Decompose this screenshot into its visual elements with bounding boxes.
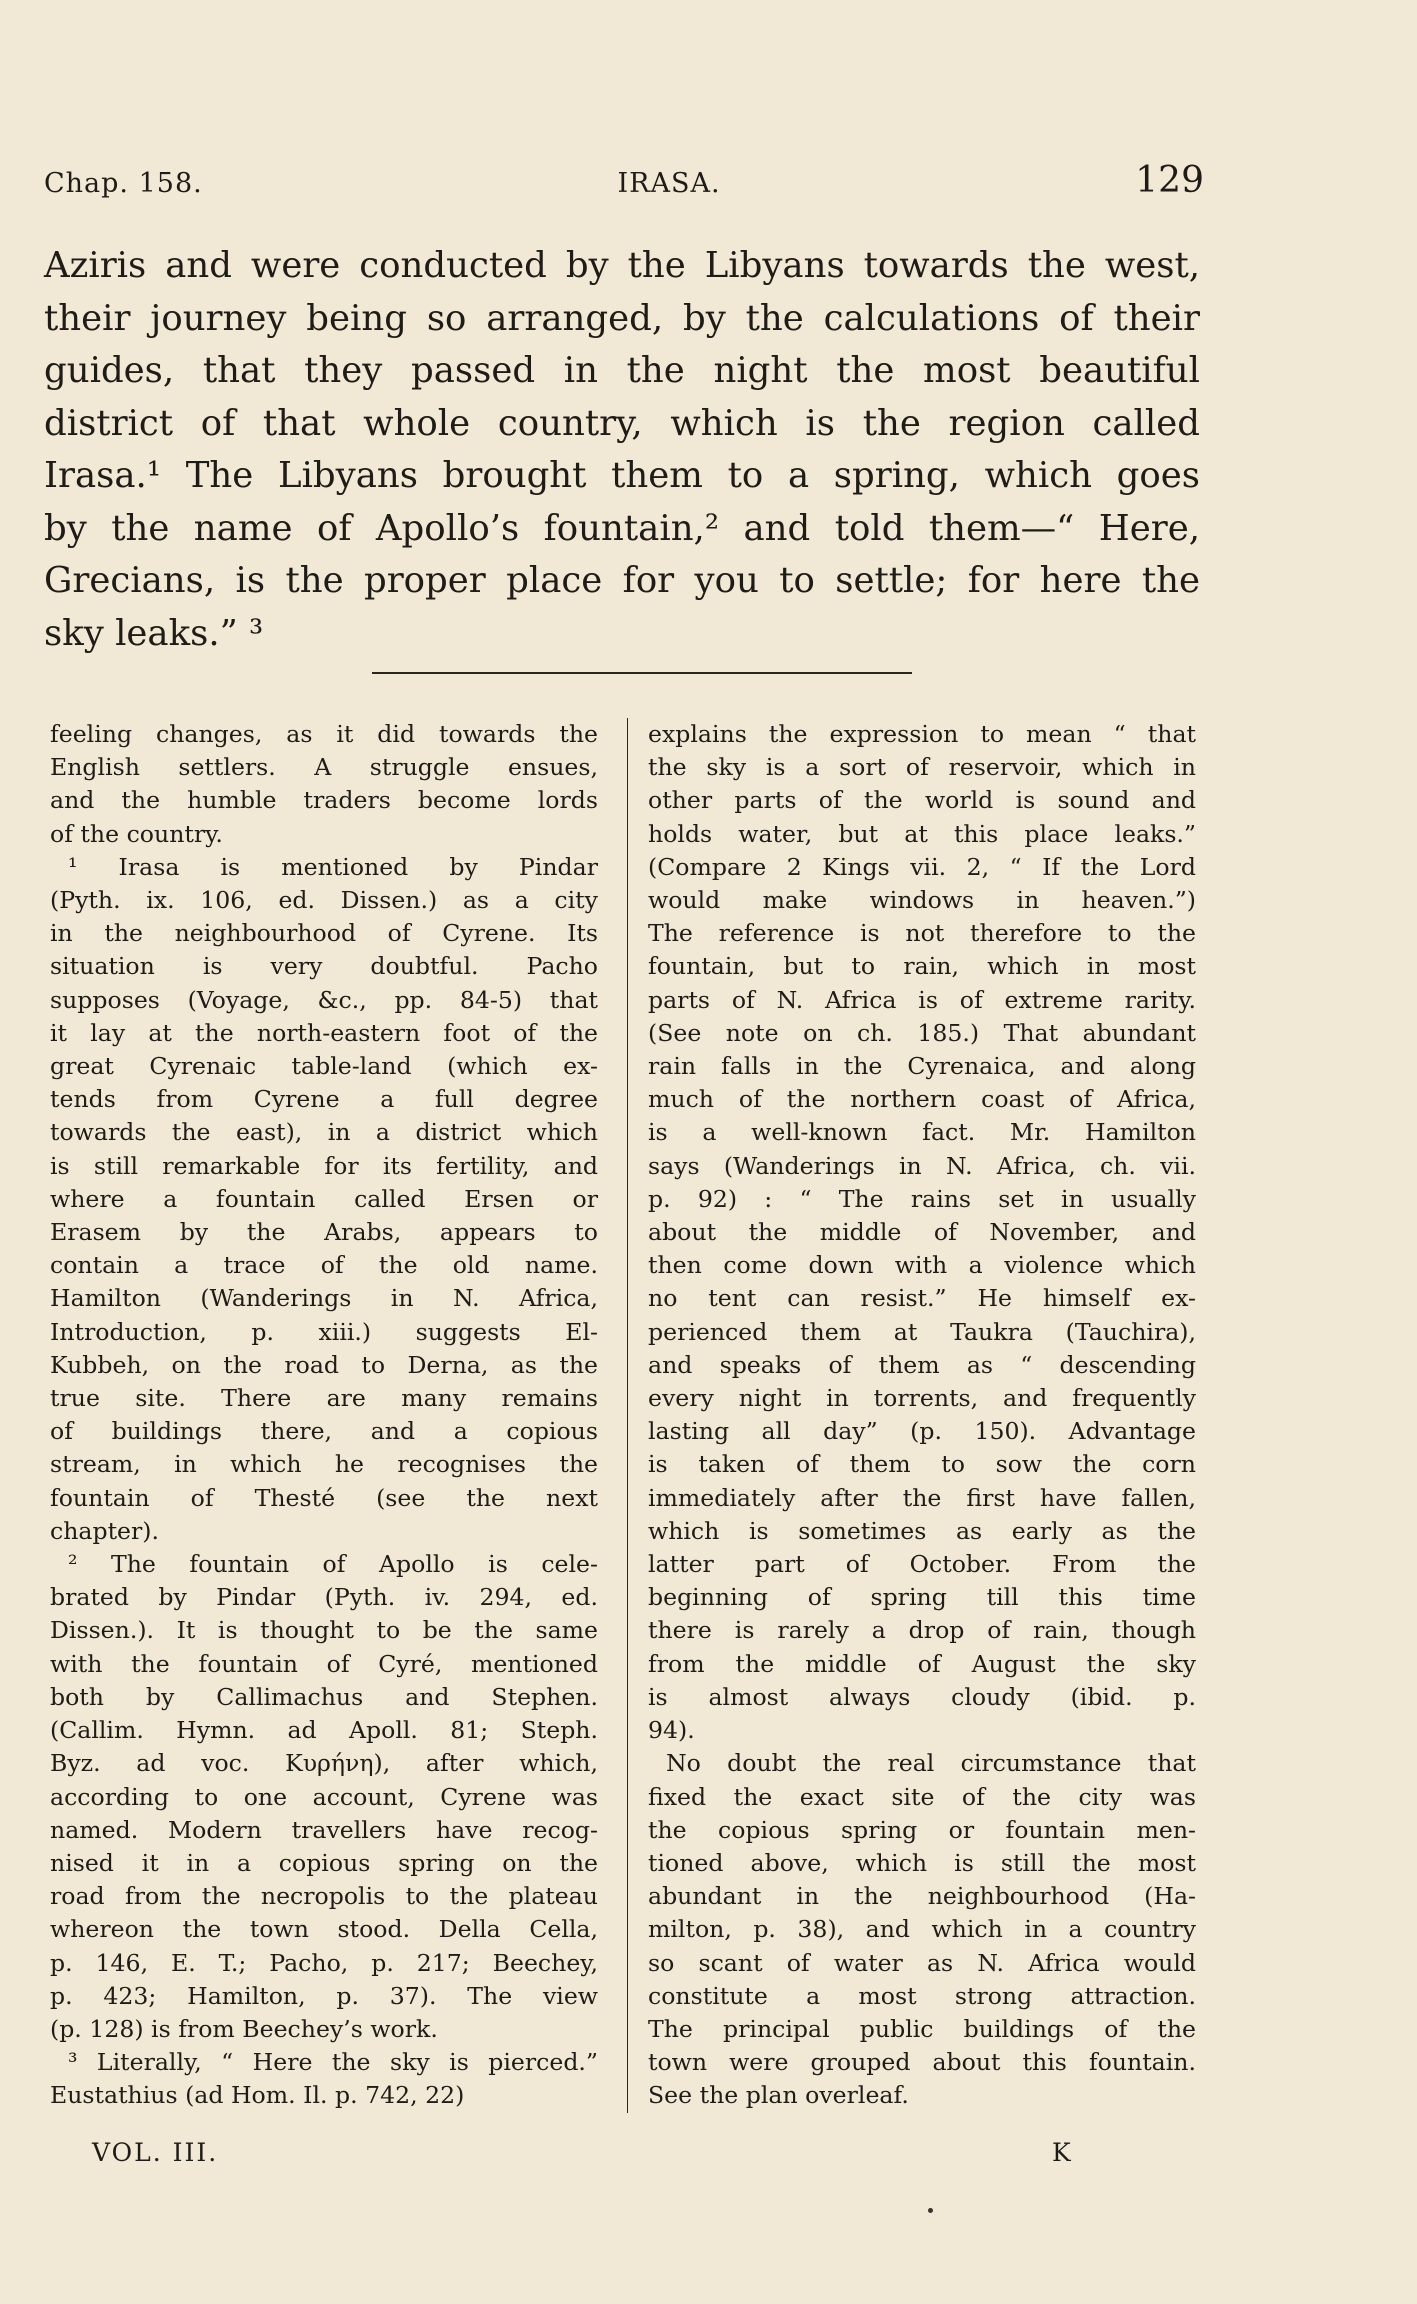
footnote-line: which is sometimes as early as the [648,1516,1196,1545]
footnote-line: then come down with a violence which [648,1251,1196,1280]
footnote-line: towards the east), in a district which [50,1118,598,1147]
footnotes-right-column [648,718,1196,2113]
main-text-line: sky leaks.” ³ [44,612,264,654]
footnotes-left-column [50,718,598,2113]
footnote-line: road from the necropolis to the plateau [50,1882,598,1911]
footnote-line: English settlers. A struggle ensues, [50,753,598,782]
footnote-line: named. Modern travellers have recog- [50,1815,598,1844]
footnote-line: is still remarkable for its fertility, and [50,1151,598,1180]
footnote-line: contain a trace of the old name. [50,1251,598,1280]
footnote-line: much of the northern coast of Africa, [648,1085,1196,1114]
footnote-line: nised it in a copious spring on the [50,1848,598,1877]
footnote-line: No doubt the real circumstance that [666,1749,1196,1778]
footnote-line: See the plan overleaf. [648,2081,909,2110]
footnote-line: no tent can resist.” He himself ex- [648,1284,1196,1313]
footnote-rule [372,672,912,674]
footnote-line: The principal public buildings of the [648,2014,1196,2043]
footnote-line: chapter). [50,1516,160,1545]
running-title: IRASA. [617,168,721,199]
footnote-line: tends from Cyrene a full degree [50,1085,598,1114]
footnote-line: is almost always cloudy (ibid. p. [648,1682,1196,1711]
footnote-line: ² The fountain of Apollo is cele- [68,1550,598,1579]
chapter-label: Chap. 158. [44,168,203,199]
footnote-line: p. 92) : “ The rains set in usually [648,1184,1196,1213]
main-text-line: by the name of Apollo’s fountain,² and told them—“ Here, [44,507,1200,549]
footnote-line: every night in torrents, and frequently [648,1384,1196,1413]
volume-signature: VOL. III. [92,2138,219,2167]
footnote-line: perienced them at Taukra (Tauchira), [648,1317,1196,1346]
footnote-line: 94). [648,1716,695,1745]
footnote-line: beginning of spring till this time [648,1583,1196,1612]
footnote-line: p. 423; Hamilton, p. 37). The view [50,1981,598,2010]
footnote-line: ³ Literally, “ Here the sky is pierced.” [68,2048,598,2077]
footnote-line: (p. 128) is from Beechey’s work. [50,2014,438,2043]
footnote-line: about the middle of November, and [648,1218,1196,1247]
footnote-line: so scant of water as N. Africa would [648,1948,1196,1977]
footnote-line: town were grouped about this fountain. [648,2048,1196,2077]
footnote-line: The reference is not therefore to the [648,919,1196,948]
footnote-line: is a well-known fact. Mr. Hamilton [648,1118,1196,1147]
footnote-line: according to one account, Cyrene was [50,1782,598,1811]
main-text-line: district of that whole country, which is the region called [44,402,1200,444]
footnote-line: Introduction, p. xiii.) suggests El- [50,1317,598,1346]
footnote-line: there is rarely a drop of rain, though [648,1616,1196,1645]
footnote-line: Dissen.). It is thought to be the same [50,1616,598,1645]
footnote-line: Kubbeh, on the road to Derna, as the [50,1350,598,1379]
footnote-line: (Compare 2 Kings vii. 2, “ If the Lord [648,852,1196,881]
main-text-line: Aziris and were conducted by the Libyans towards the west, [44,245,1200,286]
main-text-line: Grecians, is the proper place for you to settle; for here the [44,560,1200,601]
gathering-signature: K [1052,2138,1071,2167]
footnote-line: and speaks of them as “ descending [648,1350,1196,1379]
footnote-line: from the middle of August the sky [648,1649,1196,1678]
footnote-line: other parts of the world is sound and [648,786,1196,815]
footnote-line: situation is very doubtful. Pacho [50,952,598,981]
footnote-line: fountain, but to rain, which in most [648,952,1196,981]
footnote-line: in the neighbourhood of Cyrene. Its [50,919,598,948]
footnote-line: abundant in the neighbourhood (Ha- [648,1882,1196,1911]
footnote-line: it lay at the north-eastern foot of the [50,1018,598,1047]
footnote-line: with the fountain of Cyré, mentioned [50,1649,598,1678]
footnote-line: constitute a most strong attraction. [648,1981,1196,2010]
footnote-line: feeling changes, as it did towards the [50,720,598,748]
main-text-line: Irasa.¹ The Libyans brought them to a spring, which goes [44,455,1200,496]
footnote-line: rain falls in the Cyrenaica, and along [648,1052,1196,1081]
footnote-line: Eustathius (ad Hom. Il. p. 742, 22) [50,2081,465,2110]
footnote-line: tioned above, which is still the most [648,1848,1196,1877]
footnote-line: milton, p. 38), and which in a country [648,1915,1196,1944]
running-head [44,160,1204,201]
footnote-line: great Cyrenaic table-land (which ex- [50,1052,598,1081]
footnote-line: is taken of them to sow the corn [648,1450,1196,1479]
main-text [44,240,1200,660]
column-divider [627,718,628,2113]
footnote-line: parts of N. Africa is of extreme rarity. [648,985,1196,1014]
footnote-line: Hamilton (Wanderings in N. Africa, [50,1284,598,1313]
footnote-line: true site. There are many remains [50,1384,598,1413]
footnote-line: p. 146, E. T.; Pacho, p. 217; Beechey, [50,1948,598,1977]
footnote-line: would make windows in heaven.”) [648,886,1196,915]
ink-speck [928,2208,933,2213]
footnote-line: fountain of Thesté (see the next [50,1483,598,1512]
page-number: 129 [1135,160,1204,201]
footnote-line: (Callim. Hymn. ad Apoll. 81; Steph. [50,1716,598,1745]
footnote-line: brated by Pindar (Pyth. iv. 294, ed. [50,1583,598,1612]
footnote-line: ¹ Irasa is mentioned by Pindar [68,852,598,881]
footnote-line: supposes (Voyage, &c., pp. 84-5) that [50,985,598,1014]
footnote-line: Byz. ad voc. Κυρήνη), after which, [50,1749,598,1778]
footnote-line: holds water, but at this place leaks.” [648,819,1196,848]
footnote-line: (See note on ch. 185.) That abundant [648,1018,1196,1047]
footnote-line: Erasem by the Arabs, appears to [50,1218,598,1247]
main-text-line: guides, that they passed in the night the most beautiful [44,350,1200,391]
footnote-line: immediately after the first have fallen, [648,1483,1196,1512]
footnote-line: both by Callimachus and Stephen. [50,1682,598,1711]
footnote-line: the copious spring or fountain men- [648,1815,1196,1844]
footnote-line: of buildings there, and a copious [50,1417,598,1446]
footnote-line: the sky is a sort of reservoir, which in [648,753,1196,782]
footnote-line: explains the expression to mean “ that [648,720,1196,748]
footnote-line: fixed the exact site of the city was [648,1782,1196,1811]
footnote-line: stream, in which he recognises the [50,1450,598,1479]
main-text-line: their journey being so arranged, by the calculations of their [44,297,1200,339]
footnote-line: where a fountain called Ersen or [50,1184,598,1213]
footnote-line: lasting all day” (p. 150). Advantage [648,1417,1196,1446]
footnote-line: latter part of October. From the [648,1550,1196,1579]
footnote-line: (Pyth. ix. 106, ed. Dissen.) as a city [50,886,598,915]
footnote-line: whereon the town stood. Della Cella, [50,1915,598,1944]
footnote-line: says (Wanderings in N. Africa, ch. vii. [648,1151,1196,1180]
footnote-line: of the country. [50,819,223,848]
footnote-line: and the humble traders become lords [50,786,598,815]
